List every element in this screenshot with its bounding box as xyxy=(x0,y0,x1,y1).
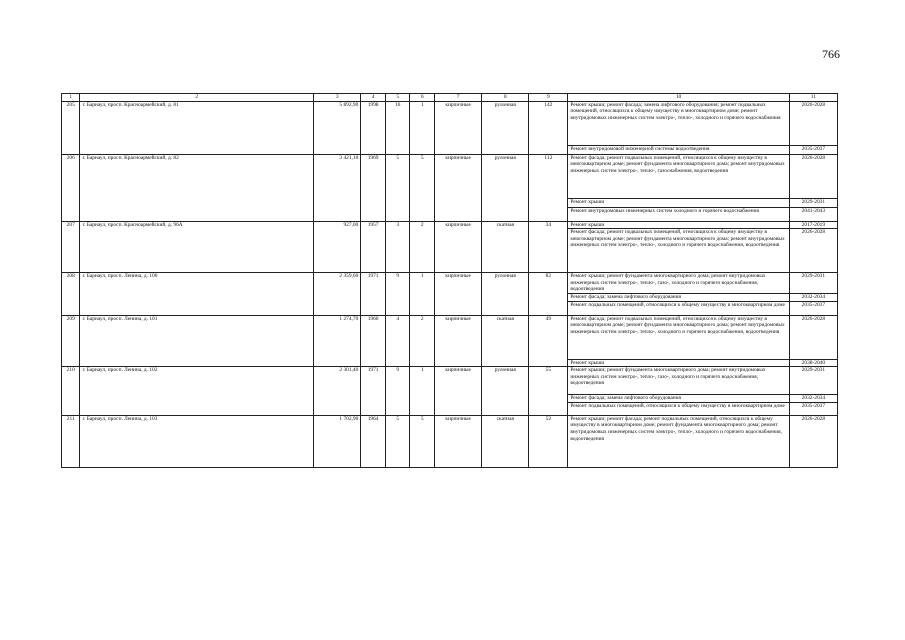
repair-works: Ремонт фасада; ремонт подвальных помещений, относящихся к общему имуществу в многоквартирном доме; ремонт фундамента многоквартирного дома; ремонт внутридомовых инженерных систем электро-, тепло-, холодного и горячего водоснабжения, водоотведения xyxy=(568,229,789,273)
floors: 5 xyxy=(385,415,410,467)
col-header: 6 xyxy=(410,94,435,102)
col-header: 9 xyxy=(529,94,568,102)
repair-works: Ремонт внутридомовой инженерной системы водоотведения xyxy=(568,145,789,154)
residents-count: 112 xyxy=(529,154,568,221)
repair-period: 2026-2028 xyxy=(789,101,837,145)
total-area: 5 892,90 xyxy=(314,101,361,154)
floors: 4 xyxy=(385,315,410,367)
wall-material: кирпичные xyxy=(435,315,482,367)
row-number: 206 xyxy=(62,154,80,221)
table-row xyxy=(62,154,838,198)
repair-period: 2026-2028 xyxy=(789,315,837,359)
residents-count: 82 xyxy=(529,273,568,315)
floors: 16 xyxy=(385,101,410,154)
repair-period: 2038-2040 xyxy=(789,359,837,367)
roof-type: рулонная xyxy=(482,367,529,416)
repair-works: Ремонт крыши; ремонт фасада; ремонт подвальных помещений, относящихся к общему имуществу в многоквартирном доме; ремонт фундамента многоквартирного дома; ремонт внутридомовых инженерных систем электро-, тепло-, холодного и горячего водоснабжения, водоотведения xyxy=(568,415,789,467)
repair-period: 2017-2019 xyxy=(789,221,837,229)
repair-works: Ремонт фасада; замена лифтового оборудования xyxy=(568,395,789,403)
total-area: 1 702,90 xyxy=(314,415,361,467)
col-header: 8 xyxy=(482,94,529,102)
repair-period: 2041-2043 xyxy=(789,207,837,221)
repair-period: 2026-2028 xyxy=(789,415,837,467)
row-number: 207 xyxy=(62,221,80,273)
col-header: 4 xyxy=(361,94,386,102)
entrances: 2 xyxy=(410,315,435,367)
roof-type: рулонная xyxy=(482,273,529,315)
repair-period: 2035-2037 xyxy=(789,145,837,154)
year-built: 1971 xyxy=(361,367,386,416)
col-header: 3 xyxy=(314,94,361,102)
table-row xyxy=(62,315,838,359)
repair-works: Ремонт крыши; ремонт фундамента многоквартирного дома; ремонт внутридомовых инженерных систем электро-, тепло-, газо-, холодного и горячего водоснабжения, водоотведения xyxy=(568,367,789,395)
wall-material: кирпичные xyxy=(435,367,482,416)
residents-count: 55 xyxy=(529,367,568,416)
total-area: 3 421,10 xyxy=(314,154,361,221)
repair-period: 2032-2034 xyxy=(789,395,837,403)
repair-works: Ремонт фасада; ремонт подвальных помещений, относящихся к общему имуществу в многоквартирном доме; ремонт фундамента многоквартирного дома; ремонт внутридомовых инженерных систем электро-, тепло-, газоснабжения, водоотведения xyxy=(568,154,789,198)
address: г. Барнаул, просп. Ленина, д. 100 xyxy=(80,273,314,315)
repair-works: Ремонт внутридомовых инженерных систем холодного и горячего водоснабжения xyxy=(568,207,789,221)
total-area: 2 359,60 xyxy=(314,273,361,315)
address: г. Барнаул, просп. Красноармейский, д. 82 xyxy=(80,154,314,221)
capital-repair-table xyxy=(61,93,838,468)
address: г. Барнаул, просп. Красноармейский, д. 96А xyxy=(80,221,314,273)
table-row xyxy=(62,101,838,145)
col-header: 11 xyxy=(789,94,837,102)
residents-count: 52 xyxy=(529,415,568,467)
address: г. Барнаул, просп. Ленина, д. 101 xyxy=(80,315,314,367)
year-built: 1964 xyxy=(361,415,386,467)
table-row xyxy=(62,221,838,229)
repair-period: 2029-2031 xyxy=(789,367,837,395)
repair-works: Ремонт крыши; ремонт фундамента многоквартирного дома; ремонт внутридомовых инженерных систем электро-, тепло-, газо-, холодного и горячего водоснабжения, водоотведения xyxy=(568,273,789,294)
roof-type: рулонная xyxy=(482,101,529,154)
repair-works: Ремонт крыши xyxy=(568,198,789,207)
address: г. Барнаул, просп. Ленина, д. 103 xyxy=(80,415,314,467)
repair-period: 2026-2028 xyxy=(789,229,837,273)
year-built: 1971 xyxy=(361,273,386,315)
table-row xyxy=(62,367,838,395)
total-area: 1 274,70 xyxy=(314,315,361,367)
year-built: 1960 xyxy=(361,315,386,367)
wall-material: кирпичные xyxy=(435,221,482,273)
wall-material: кирпичные xyxy=(435,101,482,154)
year-built: 1998 xyxy=(361,101,386,154)
floors: 9 xyxy=(385,273,410,315)
entrances: 1 xyxy=(410,101,435,154)
repair-works: Ремонт подвальных помещений, относящихся к общему имуществу в многоквартирном доме xyxy=(568,402,789,415)
col-header: 10 xyxy=(568,94,789,102)
col-header: 1 xyxy=(62,94,80,102)
year-built: 1969 xyxy=(361,154,386,221)
repair-works: Ремонт крыши xyxy=(568,221,789,229)
col-header: 7 xyxy=(435,94,482,102)
row-number: 209 xyxy=(62,315,80,367)
repair-works: Ремонт крыши xyxy=(568,359,789,367)
repair-period: 2035-2037 xyxy=(789,301,837,315)
col-header: 2 xyxy=(80,94,314,102)
roof-type: скатная xyxy=(482,415,529,467)
roof-type: скатная xyxy=(482,221,529,273)
residents-count: 142 xyxy=(529,101,568,154)
row-number: 210 xyxy=(62,367,80,416)
entrances: 5 xyxy=(410,415,435,467)
row-number: 208 xyxy=(62,273,80,315)
repair-period: 2026-2028 xyxy=(789,154,837,198)
year-built: 1957 xyxy=(361,221,386,273)
wall-material: кирпичные xyxy=(435,415,482,467)
column-number-row xyxy=(62,94,838,102)
repair-works: Ремонт крыши; ремонт фасада; замена лифтового оборудования; ремонт подвальных помещений, относящихся к общему имуществу в многоквартирном доме; ремонт внутридомовых инженерных систем электро-, тепло-, холодного и горячего водоснабжения xyxy=(568,101,789,145)
table-row xyxy=(62,415,838,467)
entrances: 5 xyxy=(410,154,435,221)
roof-type: рулонная xyxy=(482,154,529,221)
wall-material: кирпичные xyxy=(435,154,482,221)
row-number: 211 xyxy=(62,415,80,467)
wall-material: кирпичные xyxy=(435,273,482,315)
col-header: 5 xyxy=(385,94,410,102)
repair-period: 2032-2034 xyxy=(789,293,837,301)
repair-period: 2035-2037 xyxy=(789,402,837,415)
repair-works: Ремонт фасада; замена лифтового оборудования xyxy=(568,293,789,301)
residents-count: 34 xyxy=(529,221,568,273)
floors: 3 xyxy=(385,221,410,273)
repair-works: Ремонт подвальных помещений, относящихся к общему имуществу в многоквартирном доме xyxy=(568,301,789,315)
row-number: 205 xyxy=(62,101,80,154)
address: г. Барнаул, просп. Ленина, д. 102 xyxy=(80,367,314,416)
floors: 9 xyxy=(385,367,410,416)
residents-count: 49 xyxy=(529,315,568,367)
entrances: 1 xyxy=(410,273,435,315)
repair-period: 2029-2031 xyxy=(789,273,837,294)
page-number: 766 xyxy=(822,47,840,61)
address: г. Барнаул, просп. Красноармейский, д. 81 xyxy=(80,101,314,154)
total-area: 2 301,40 xyxy=(314,367,361,416)
repair-period: 2029-2031 xyxy=(789,198,837,207)
roof-type: скатная xyxy=(482,315,529,367)
entrances: 1 xyxy=(410,367,435,416)
entrances: 2 xyxy=(410,221,435,273)
table-row xyxy=(62,273,838,294)
total-area: 927,00 xyxy=(314,221,361,273)
floors: 5 xyxy=(385,154,410,221)
repair-works: Ремонт фасада; ремонт подвальных помещений, относящихся к общему имуществу в многоквартирном доме; ремонт фундамента многоквартирного дома; ремонт внутридомовых инженерных систем электро-, тепло-, холодного и горячего водоснабжения, водоотведения xyxy=(568,315,789,359)
